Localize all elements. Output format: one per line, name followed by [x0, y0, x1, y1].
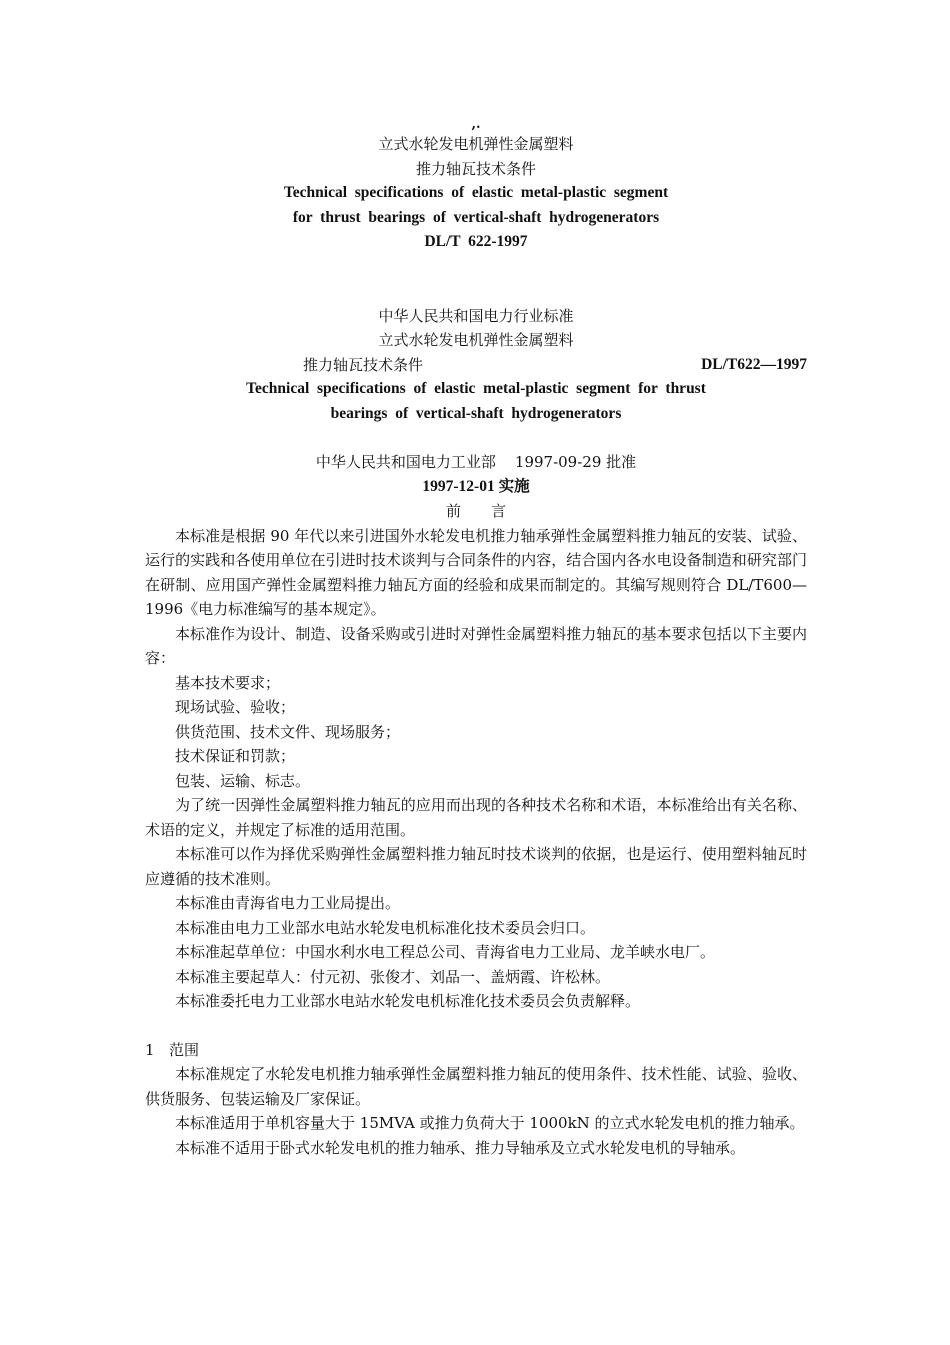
header-title-en-2: for thrust bearings of vertical-shaft hydrogenerators — [292, 208, 660, 226]
foreword-paragraph-9: 本标准委托电力工业部水电站水轮发电机标准化技术委员会负责解释。 — [175, 992, 641, 1010]
foreword-paragraph-2: 本标准作为设计、制造、设备采购或引进时对弹性金属塑料推力轴瓦的基本要求包括以下主要内容： — [145, 624, 807, 667]
spacer — [145, 1014, 807, 1038]
foreword-paragraph-7: 本标准起草单位：中国水利水电工程总公司、青海省电力工业局、龙羊峡水电厂。 — [175, 943, 716, 961]
section-number: 1 — [145, 1040, 155, 1059]
foreword-paragraph-3: 为了统一因弹性金属塑料推力轴瓦的应用而出现的各种技术名称和术语，本标准给出有关名称、术语的定义，并规定了标准的适用范围。 — [145, 796, 807, 839]
standard-title-cn-2: 推力轴瓦技术条件 — [303, 355, 424, 374]
section-paragraph-1: 本标准规定了水轮发电机推力轴承弹性金属塑料推力轴瓦的使用条件、技术性能、试验、验收、供货服务、包装运输及厂家保证。 — [145, 1065, 807, 1108]
header-title-cn-1: 立式水轮发电机弹性金属塑料 — [378, 135, 574, 153]
list-item: 基本技术要求； — [175, 673, 281, 692]
approval-line: 中华人民共和国电力工业部 1997-09-29 批准 — [315, 453, 637, 471]
section-paragraph-3: 本标准不适用于卧式水轮发电机的推力轴承、推力导轴承及立式水轮发电机的导轴承。 — [175, 1138, 746, 1157]
section-paragraph-2: 本标准适用于单机容量大于 15MVA 或推力负荷大于 1000kN 的立式水轮发电机的推力轴承。 — [175, 1114, 805, 1132]
industry-standard-title: 中华人民共和国电力行业标准 — [378, 306, 574, 325]
foreword-paragraph-6: 本标准由电力工业部水电站水轮发电机标准化技术委员会归口。 — [175, 918, 596, 937]
standard-title-en-1: Technical specifications of elastic metal-plastic segment for thrust — [246, 380, 706, 397]
standard-title-en-2: bearings of vertical-shaft hydrogenerators — [330, 404, 622, 422]
foreword-paragraph-5: 本标准由青海省电力工业局提出。 — [175, 894, 401, 912]
foreword-paragraph-1: 本标准是根据 90 年代以来引进国外水轮发电机推力轴承弹性金属塑料推力轴瓦的安装、试验、运行的实践和各使用单位在引进时技术谈判与合同条件的内容，结合国内各水电设备制造和研究部门在研制、应用国产弹性金属塑料推力轴瓦方面的经验和成果而制定的。其编写规则符合 DL/T600—1996《电力标准编写的基本规定》。 — [145, 526, 807, 618]
list-item: 现场试验、验收； — [175, 698, 296, 716]
spacer — [145, 255, 807, 304]
header-standard-code: DL/T 622-1997 — [424, 233, 528, 250]
header-title-en-1: Technical specifications of elastic metal-plastic segment — [283, 184, 669, 201]
list-item: 包装、运输、标志。 — [175, 771, 311, 790]
list-item: 供货范围、技术文件、现场服务； — [175, 722, 401, 741]
foreword-paragraph-4: 本标准可以作为择优采购弹性金属塑料推力轴瓦时技术谈判的依据，也是运行、使用塑料轴瓦时应遵循的技术准则。 — [145, 845, 807, 888]
section-heading — [145, 1038, 807, 1063]
implementation-line: 1997-12-01 实施 — [422, 477, 530, 495]
foreword-paragraph-8: 本标准主要起草人：付元初、张俊才、刘品一、盖炳霞、许松林。 — [175, 967, 611, 986]
foreword-heading: 前言 — [445, 502, 536, 520]
header-title-cn-2: 推力轴瓦技术条件 — [415, 159, 536, 178]
standard-title-cn-1: 立式水轮发电机弹性金属塑料 — [378, 331, 574, 349]
section-title: 范围 — [169, 1040, 200, 1059]
header-mark: ,. — [471, 117, 481, 132]
standard-code: DL/T622—1997 — [701, 355, 807, 373]
document-page — [145, 118, 807, 1160]
standard-title-row — [145, 353, 807, 378]
list-item: 技术保证和罚款； — [175, 747, 296, 765]
spacer — [145, 426, 807, 450]
